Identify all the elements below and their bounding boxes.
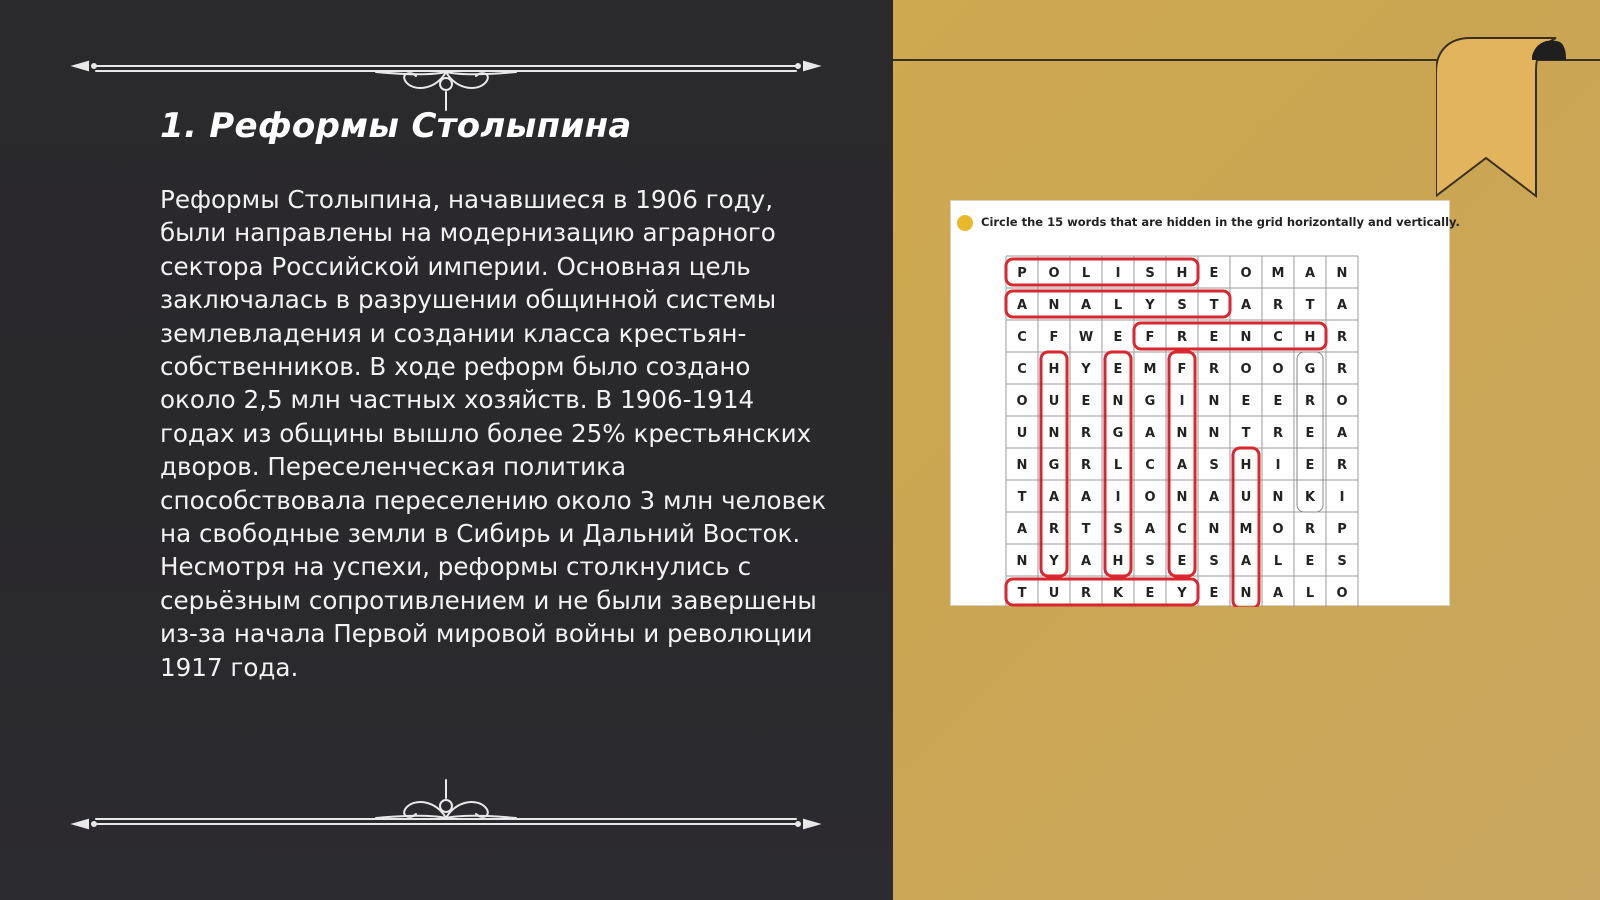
grid-letter: R	[1048, 522, 1060, 537]
grid-letter: A	[1144, 522, 1156, 537]
grid-letter: U	[1240, 490, 1252, 505]
grid-letter: R	[1080, 426, 1092, 441]
grid-letter: S	[1145, 266, 1155, 281]
letter-grid	[951, 201, 1451, 607]
grid-letter: Y	[1145, 298, 1155, 313]
grid-letter: H	[1112, 554, 1124, 569]
grid-letter: E	[1305, 554, 1315, 569]
grid-letter: P	[1337, 522, 1347, 537]
grid-letter: S	[1209, 458, 1219, 473]
grid-letter: H	[1240, 458, 1252, 473]
grid-letter: C	[1017, 330, 1027, 345]
grid-letter: E	[1209, 330, 1219, 345]
grid-letter: U	[1048, 394, 1060, 409]
grid-letter: H	[1304, 330, 1316, 345]
grid-letter: I	[1275, 458, 1281, 473]
grid-letter: N	[1176, 490, 1188, 505]
grid-letter: R	[1304, 522, 1316, 537]
grid-letter: K	[1304, 490, 1316, 505]
grid-letter: E	[1305, 426, 1315, 441]
grid-letter: T	[1305, 298, 1315, 313]
grid-letter: O	[1272, 362, 1284, 377]
body-paragraph: Реформы Столыпина, начавшиеся в 1906 году, были направлены на модернизацию аграрного сектора Российской империи. Основная цель заключалась в разрушении общинной системы землевладения и создании класса крестьян-собственников. В ходе реформ было создано около 2,5 млн частных хозяйств. В 1906-1914 годах из общины вышло более 25% крестьянских дворов. Переселенческая политика способствовала переселению около 3 млн человек на свободные земли в Сибирь и Дальний Восток. Несмотря на успехи, реформы столкнулись с серьёзным сопротивлением и не были завершены из-за начала Первой мировой войны и революции 1917 года.	[160, 185, 827, 682]
grid-letter: A	[1336, 426, 1348, 441]
grid-letter: O	[1336, 586, 1348, 601]
grid-letter: G	[1048, 458, 1060, 473]
grid-letter: N	[1048, 298, 1060, 313]
grid-letter: R	[1080, 586, 1092, 601]
grid-letter: A	[1080, 554, 1092, 569]
grid-letter: N	[1272, 490, 1284, 505]
grid-letter: F	[1145, 330, 1155, 345]
grid-letter: I	[1339, 490, 1345, 505]
grid-letter: E	[1081, 394, 1091, 409]
grid-letter: N	[1336, 266, 1348, 281]
grid-letter: L	[1113, 458, 1123, 473]
grid-letter: Y	[1081, 362, 1091, 377]
grid-letter: R	[1336, 362, 1348, 377]
grid-letter: O	[1336, 394, 1348, 409]
grid-letter: U	[1016, 426, 1028, 441]
grid-letter: L	[1273, 554, 1283, 569]
grid-letter: A	[1240, 554, 1252, 569]
grid-letter: O	[1240, 266, 1252, 281]
grid-letter: G	[1144, 394, 1156, 409]
word-search-image	[950, 200, 1460, 606]
grid-letter: R	[1304, 394, 1316, 409]
grid-letter: E	[1241, 394, 1251, 409]
grid-letter: C	[1177, 522, 1187, 537]
grid-letter: A	[1144, 426, 1156, 441]
grid-letter: G	[1112, 426, 1124, 441]
grid-letter: R	[1208, 362, 1220, 377]
grid-letter: F	[1177, 362, 1187, 377]
grid-letter: H	[1048, 362, 1060, 377]
ribbon-bookmark-icon	[1436, 36, 1566, 198]
grid-letter: E	[1305, 458, 1315, 473]
grid-letter: A	[1080, 298, 1092, 313]
grid-letter: N	[1208, 426, 1220, 441]
grid-letter: E	[1177, 554, 1187, 569]
grid-letter: M	[1239, 522, 1253, 537]
grid-letter: G	[1304, 362, 1316, 377]
grid-letter: N	[1208, 522, 1220, 537]
grid-letter: Y	[1177, 586, 1187, 601]
grid-letter: E	[1273, 394, 1283, 409]
grid-letter: A	[1208, 490, 1220, 505]
grid-letter: N	[1016, 554, 1028, 569]
grid-letter: M	[1143, 362, 1157, 377]
puzzle-instruction: Circle the 15 words that are hidden in the grid horizontally and vertically.	[981, 215, 1460, 229]
grid-letter: S	[1177, 298, 1187, 313]
grid-letter: P	[1017, 266, 1027, 281]
grid-letter: O	[1272, 522, 1284, 537]
grid-letter: R	[1336, 458, 1348, 473]
grid-letter: N	[1016, 458, 1028, 473]
grid-letter: S	[1113, 522, 1123, 537]
grid-letter: O	[1016, 394, 1028, 409]
grid-letter: A	[1080, 490, 1092, 505]
grid-letter: C	[1145, 458, 1155, 473]
grid-letter: R	[1272, 298, 1284, 313]
grid-letter: T	[1241, 426, 1251, 441]
grid-letter: A	[1272, 586, 1284, 601]
grid-letter: K	[1112, 586, 1124, 601]
grid-letter: T	[1209, 298, 1219, 313]
grid-letter: R	[1176, 330, 1188, 345]
grid-letter: T	[1081, 522, 1091, 537]
grid-letter: A	[1016, 298, 1028, 313]
grid-letter: A	[1048, 490, 1060, 505]
grid-letter: A	[1176, 458, 1188, 473]
grid-letter: S	[1209, 554, 1219, 569]
grid-letter: N	[1240, 586, 1252, 601]
grid-letter: E	[1209, 266, 1219, 281]
grid-letter: T	[1017, 586, 1027, 601]
grid-letter: O	[1048, 266, 1060, 281]
grid-letter: A	[1016, 522, 1028, 537]
grid-letter: O	[1240, 362, 1252, 377]
grid-letter: A	[1240, 298, 1252, 313]
grid-letter: N	[1176, 426, 1188, 441]
grid-letter: O	[1144, 490, 1156, 505]
grid-letter: T	[1017, 490, 1027, 505]
grid-letter: N	[1240, 330, 1252, 345]
grid-letter: E	[1113, 362, 1123, 377]
grid-letter: N	[1048, 426, 1060, 441]
grid-letter: N	[1112, 394, 1124, 409]
grid-letter: R	[1080, 458, 1092, 473]
grid-letter: A	[1304, 266, 1316, 281]
grid-letter: C	[1273, 330, 1283, 345]
flourish-divider-bottom-icon	[66, 770, 826, 840]
grid-letter: L	[1113, 298, 1123, 313]
grid-letter: Y	[1049, 554, 1059, 569]
grid-letter: E	[1145, 586, 1155, 601]
page-title: 1. Реформы Столыпина	[160, 106, 632, 146]
grid-letter: L	[1305, 586, 1315, 601]
grid-letter: I	[1115, 490, 1121, 505]
grid-letter: E	[1209, 586, 1219, 601]
grid-letter: F	[1049, 330, 1059, 345]
grid-letter: N	[1208, 394, 1220, 409]
grid-letter: S	[1145, 554, 1155, 569]
grid-letter: C	[1017, 362, 1027, 377]
grid-letter: L	[1081, 266, 1091, 281]
grid-letter: I	[1179, 394, 1185, 409]
grid-letter: U	[1048, 586, 1060, 601]
grid-letter: R	[1336, 330, 1348, 345]
grid-letter: A	[1336, 298, 1348, 313]
grid-letter: I	[1115, 266, 1121, 281]
grid-letter: E	[1113, 330, 1123, 345]
grid-letter: S	[1337, 554, 1347, 569]
grid-letter: W	[1078, 330, 1094, 345]
grid-letter: H	[1176, 266, 1188, 281]
grid-letter: M	[1271, 266, 1285, 281]
grid-letter: R	[1272, 426, 1284, 441]
